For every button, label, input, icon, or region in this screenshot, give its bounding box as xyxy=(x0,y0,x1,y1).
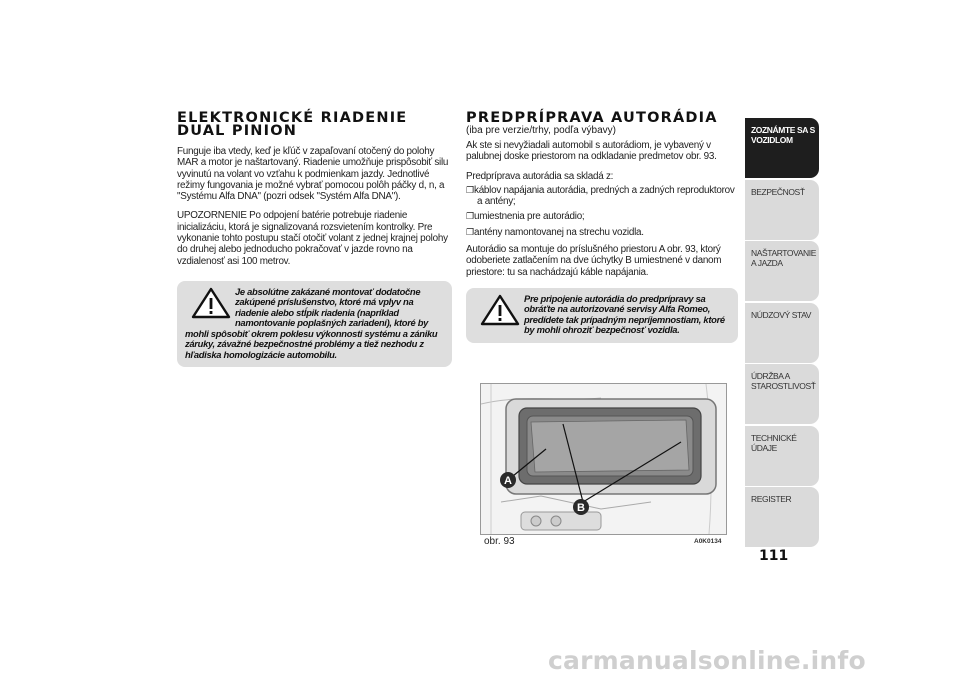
radio-compartment-illustration xyxy=(481,384,726,534)
warning-text-radio: Pre pripojenie autorádia do predprípravy sa obráťte na autorizované servisy Alfa Romeo, predídete tak prípadným nepríjemnostiam, ktoré by mohli ohroziť bezpečnosť vozidla. xyxy=(524,292,725,336)
list-item: ❐antény namontovanej na strechu vozidla. xyxy=(466,226,644,238)
radio-bullet-list xyxy=(466,185,738,238)
steering-paragraph-2: UPOZORNENIE Po odpojení batérie potrebuje riadenie inicializáciu, ktorá je signalizovaná rozsvietením kontrolky. Pre vykonanie tohto postupu stačí otočiť volant z jednej krajnej polohy do druhej alebo jednoducho pokračovať v jazde rovno na vzdialenosť asi 100 metrov. xyxy=(177,210,448,267)
warning-text-steering: Je absolútne zakázané montovať dodatočne zakúpené príslušenstvo, ktoré má vplyv na riadenie alebo stĺpik riadenia (napríklad namontovanie poplašných zariadení), ktoré by mohli spôsobiť okrem poklesu výkonnosti systému a zániku záruky, závažné bezpečnostné problémy a tiež nezhodu z hľadiska homologizácie automobilu. xyxy=(185,285,438,360)
tab-get-to-know-vehicle[interactable]: ZOZNÁMTE SA S VOZIDLOM xyxy=(745,118,819,178)
figure-radio-compartment xyxy=(480,383,727,535)
chapter-tabs xyxy=(745,118,819,549)
checkbox-bullet-icon: ❐ xyxy=(466,226,474,237)
warning-box-steering xyxy=(177,281,452,368)
page-number: 111 xyxy=(759,548,789,564)
list-item: ❐káblov napájania autorádia, predných a zadných reproduktorov a antény; xyxy=(466,184,735,208)
figure-caption: obr. 93 xyxy=(484,536,515,547)
tab-safety[interactable]: BEZPEČNOSŤ xyxy=(745,180,819,240)
checkbox-bullet-icon: ❐ xyxy=(466,184,474,195)
right-column xyxy=(466,112,738,343)
steering-paragraph-1: Funguje iba vtedy, keď je kľúč v zapaľovaní otočený do polohy MAR a motor je naštartovaný. Riadenie umožňuje prispôsobiť silu vyvinutú na volant vo vzťahu k podmienkam jazdy. Jednotlivé režimy fungovania je možné vybrať pomocou polôh páčky d, n, a "Systému Alfa DNA" (pozri odsek "Systém Alfa DNA"). xyxy=(177,146,449,203)
tab-index[interactable]: REGISTER xyxy=(745,487,819,547)
tab-emergency[interactable]: NÚDZOVÝ STAV xyxy=(745,303,819,363)
tab-technical-data[interactable]: TECHNICKÉ ÚDAJE xyxy=(745,426,819,486)
tab-maintenance[interactable]: ÚDRŽBA A STAROSTLIVOSŤ xyxy=(745,364,819,424)
figure-code: A0K0134 xyxy=(694,538,722,545)
callout-a-label: A xyxy=(504,475,512,487)
checkbox-bullet-icon: ❐ xyxy=(466,211,474,222)
watermark: carmanualsonline.info xyxy=(548,646,866,675)
title-line-2: DUAL PINION xyxy=(177,123,298,139)
radio-paragraph-2: Predpríprava autorádia sa skladá z: xyxy=(466,170,614,182)
radio-paragraph-3: Autorádio sa montuje do príslušného priestoru A obr. 93, ktorý odoberiete zatlačením na dve úchytky B umiestnené v danom priestore: tu sa nachádzajú káble napájania. xyxy=(466,244,722,278)
warning-box-radio xyxy=(466,288,738,343)
section-subtitle: (iba pre verzie/trhy, podľa výbavy) xyxy=(466,125,617,136)
section-title-steering xyxy=(177,112,452,138)
section-title-radio: PREDPRÍPRAVA AUTORÁDIA xyxy=(466,110,718,126)
title-line-1: ELEKTRONICKÉ RIADENIE xyxy=(177,110,408,126)
left-column xyxy=(177,112,452,367)
callout-b-label: B xyxy=(577,502,585,514)
warning-triangle-icon xyxy=(480,294,520,326)
list-item: ❐umiestnenia pre autorádio; xyxy=(466,211,585,223)
tab-starting-driving[interactable]: NAŠTARTOVANIE A JAZDA xyxy=(745,241,819,301)
radio-paragraph-1: Ak ste si nevyžiadali automobil s autorádiom, je vybavený v palubnej doske priestorom na odkladanie predmetov obr. 93. xyxy=(466,140,717,163)
warning-triangle-icon xyxy=(191,287,231,319)
